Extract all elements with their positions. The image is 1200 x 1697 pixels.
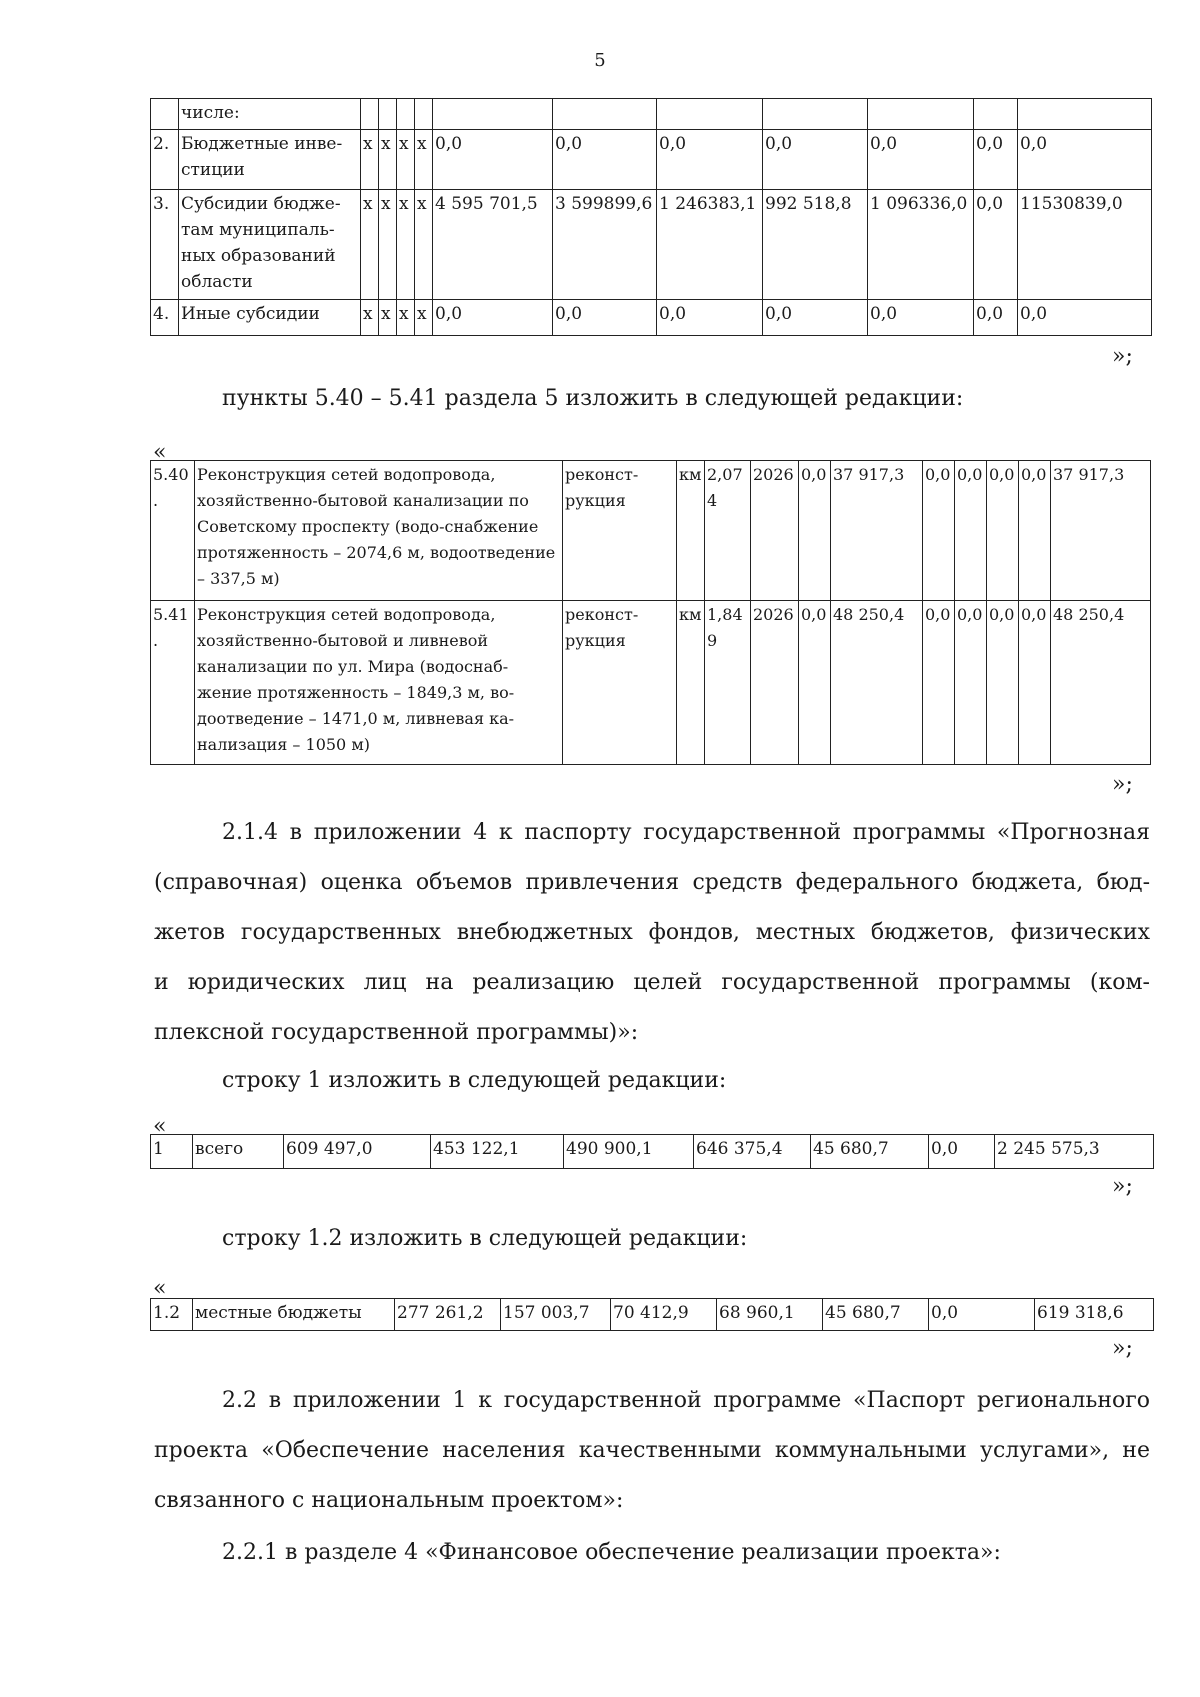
table-cell: Бюджетные инве-стиции xyxy=(179,130,361,190)
table-cell: 0,0 xyxy=(1019,461,1051,601)
paragraph-line: 2.2 в приложении 1 к государственной программе «Паспорт регионального xyxy=(222,1388,1150,1413)
table-cell: 2026 xyxy=(751,461,799,601)
closing-quote: »; xyxy=(1112,1174,1133,1199)
paragraph-line: (справочная) оценка объемов привлечения средств федерального бюджета, бюд- xyxy=(154,870,1150,895)
table-cell: 11530839,0 xyxy=(1018,190,1152,300)
opening-quote: « xyxy=(153,1114,167,1139)
table-cell xyxy=(151,99,179,130)
table-cell: реконст-рукция xyxy=(563,601,677,765)
table-cell: Реконструкция сетей водопровода, хозяйственно-бытовой и ливневой канализации по ул. Мира (водоснаб-жение протяженность – 1849,3 м, во-доотведение – 1471,0 м, ливневая ка-нализация – 1050 м) xyxy=(195,601,563,765)
page-number: 5 xyxy=(594,50,606,71)
table-cell: x xyxy=(379,190,397,300)
table-cell: 0,0 xyxy=(799,461,831,601)
table-cell: 0,0 xyxy=(763,130,868,190)
paragraph-line: связанного с национальным проектом»: xyxy=(154,1488,624,1513)
table-row xyxy=(151,300,1152,336)
table-cell: 1 246383,1 xyxy=(657,190,763,300)
table-cell xyxy=(974,99,1018,130)
table-cell: реконст-рукция xyxy=(563,461,677,601)
table-cell: Иные субсидии xyxy=(179,300,361,336)
table-cell: 0,0 xyxy=(763,300,868,336)
table-cell: 0,0 xyxy=(433,300,553,336)
table-cell: 0,0 xyxy=(657,130,763,190)
table-cell: 0,0 xyxy=(657,300,763,336)
closing-quote: »; xyxy=(1112,772,1133,797)
table-cell: 4. xyxy=(151,300,179,336)
paragraph-line: жетов государственных внебюджетных фондов, местных бюджетов, физических xyxy=(154,920,1150,945)
table-cell: 992 518,8 xyxy=(763,190,868,300)
table-cell: местные бюджеты xyxy=(193,1299,395,1331)
table-cell: км xyxy=(677,601,705,765)
table-cell: 0,0 xyxy=(955,601,987,765)
table-row xyxy=(151,99,1152,130)
table-cell: 3 599899,6 xyxy=(553,190,657,300)
table-row xyxy=(151,601,1151,765)
table-cell: 5.41. xyxy=(151,601,195,765)
paragraph-line: 2.1.4 в приложении 4 к паспорту государственной программы «Прогнозная xyxy=(222,820,1150,845)
table-cell: 2 245 575,3 xyxy=(995,1135,1154,1169)
table-cell: 609 497,0 xyxy=(284,1135,431,1169)
table-sections-5 xyxy=(150,460,1151,765)
table-cell: x xyxy=(415,300,433,336)
table-cell: 1.2 xyxy=(151,1299,193,1331)
table-row xyxy=(151,130,1152,190)
table-cell xyxy=(379,99,397,130)
table-cell: x xyxy=(379,300,397,336)
paragraph-row-1-2: строку 1.2 изложить в следующей редакции: xyxy=(222,1226,748,1251)
paragraph-line: плексной государственной программы)»: xyxy=(154,1020,639,1045)
table-cell xyxy=(553,99,657,130)
table-cell: 2026 xyxy=(751,601,799,765)
paragraph-2-2 xyxy=(154,1376,1150,1526)
table-cell: x xyxy=(397,190,415,300)
closing-quote: »; xyxy=(1112,344,1133,369)
table-cell: 2,07 4 xyxy=(705,461,751,601)
table-cell: 2. xyxy=(151,130,179,190)
table-cell: Субсидии бюдже-там муниципаль-ных образований области xyxy=(179,190,361,300)
table-cell: 45 680,7 xyxy=(823,1299,929,1331)
paragraph-line: и юридических лиц на реализацию целей государственной программы (ком- xyxy=(154,970,1150,995)
table-cell: 0,0 xyxy=(987,601,1019,765)
table-cell: 0,0 xyxy=(868,130,974,190)
table-cell: Реконструкция сетей водопровода, хозяйственно-бытовой канализации по Советскому проспекту (водо-снабжение протяженность – 2074,6 м, водоотведение – 337,5 м) xyxy=(195,461,563,601)
table-cell: 3. xyxy=(151,190,179,300)
table-cell: 37 917,3 xyxy=(831,461,923,601)
table-cell: 0,0 xyxy=(974,190,1018,300)
table-cell xyxy=(868,99,974,130)
table-cell: числе: xyxy=(179,99,361,130)
table-cell: 1 xyxy=(151,1135,193,1169)
table-cell xyxy=(361,99,379,130)
table-cell: 0,0 xyxy=(923,601,955,765)
table-cell: 0,0 xyxy=(868,300,974,336)
opening-quote: « xyxy=(153,1276,167,1301)
table-cell: 0,0 xyxy=(1019,601,1051,765)
table-row-1-2 xyxy=(150,1298,1154,1331)
table-cell: 0,0 xyxy=(799,601,831,765)
table-cell: x xyxy=(397,300,415,336)
table-cell: 490 900,1 xyxy=(564,1135,694,1169)
table-cell: x xyxy=(415,130,433,190)
table-cell: 0,0 xyxy=(955,461,987,601)
table-cell: км xyxy=(677,461,705,601)
table-cell: x xyxy=(361,130,379,190)
table-cell: 0,0 xyxy=(974,130,1018,190)
paragraph-row-1: строку 1 изложить в следующей редакции: xyxy=(222,1068,727,1093)
table-cell: 48 250,4 xyxy=(1051,601,1151,765)
table-top xyxy=(150,98,1152,336)
table-cell: 37 917,3 xyxy=(1051,461,1151,601)
table-cell xyxy=(1018,99,1152,130)
table-row xyxy=(151,190,1152,300)
table-cell xyxy=(415,99,433,130)
paragraph-2-1-4 xyxy=(154,808,1150,1058)
table-cell: 68 960,1 xyxy=(717,1299,823,1331)
paragraph-line: проекта «Обеспечение населения качественными коммунальными услугами», не xyxy=(154,1438,1150,1463)
table-cell: 0,0 xyxy=(433,130,553,190)
table-cell: 1 096336,0 xyxy=(868,190,974,300)
table-cell: 1,84 9 xyxy=(705,601,751,765)
table-cell: 0,0 xyxy=(553,130,657,190)
table-cell: всего xyxy=(193,1135,284,1169)
opening-quote: « xyxy=(153,440,167,465)
table-cell: 453 122,1 xyxy=(431,1135,564,1169)
table-cell: 0,0 xyxy=(1018,130,1152,190)
table-cell: 0,0 xyxy=(1018,300,1152,336)
table-cell: 157 003,7 xyxy=(501,1299,611,1331)
table-cell: 646 375,4 xyxy=(694,1135,811,1169)
table-cell: 0,0 xyxy=(987,461,1019,601)
paragraph-2-2-1: 2.2.1 в разделе 4 «Финансовое обеспечение реализации проекта»: xyxy=(222,1540,1001,1565)
table-cell xyxy=(397,99,415,130)
table-cell: 0,0 xyxy=(929,1135,995,1169)
table-cell: 5.40. xyxy=(151,461,195,601)
table-cell: x xyxy=(379,130,397,190)
table-row-1 xyxy=(150,1134,1154,1169)
paragraph-points: пункты 5.40 – 5.41 раздела 5 изложить в следующей редакции: xyxy=(222,386,964,411)
table-cell: x xyxy=(361,300,379,336)
table-cell: 45 680,7 xyxy=(811,1135,929,1169)
table-cell: x xyxy=(397,130,415,190)
table-row xyxy=(151,1299,1154,1331)
table-cell xyxy=(657,99,763,130)
table-cell: 70 412,9 xyxy=(611,1299,717,1331)
closing-quote: »; xyxy=(1112,1336,1133,1361)
table-cell: 4 595 701,5 xyxy=(433,190,553,300)
table-cell xyxy=(763,99,868,130)
table-cell: 0,0 xyxy=(974,300,1018,336)
table-cell xyxy=(433,99,553,130)
table-cell: x xyxy=(361,190,379,300)
table-cell: 0,0 xyxy=(553,300,657,336)
table-cell: 277 261,2 xyxy=(395,1299,501,1331)
table-cell: 619 318,6 xyxy=(1035,1299,1154,1331)
table-row xyxy=(151,461,1151,601)
table-cell: 0,0 xyxy=(923,461,955,601)
table-cell: 0,0 xyxy=(929,1299,1035,1331)
table-cell: x xyxy=(415,190,433,300)
table-cell: 48 250,4 xyxy=(831,601,923,765)
table-row xyxy=(151,1135,1154,1169)
